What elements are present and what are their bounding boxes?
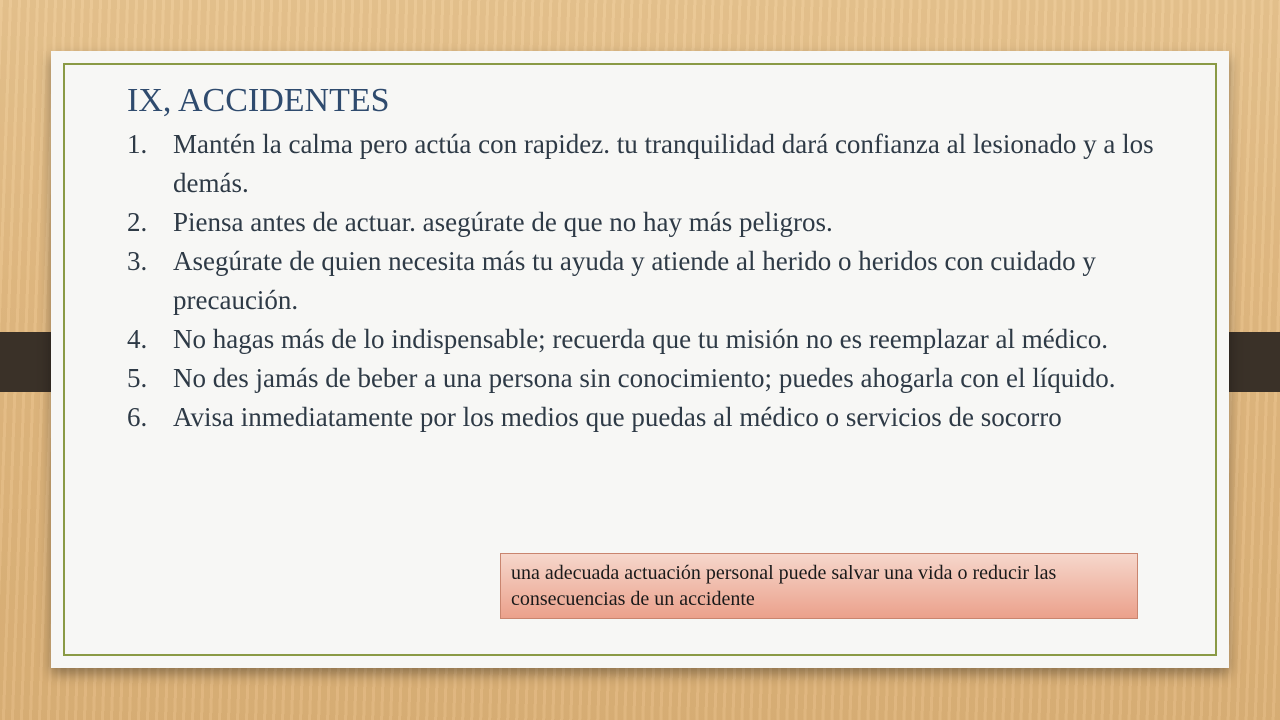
item-text: No des jamás de beber a una persona sin conocimiento; puedes ahogarla con el líquido. [173,363,1116,393]
item-number: 2. [127,207,148,237]
item-text: Asegúrate de quien necesita más tu ayuda y atiende al herido o heridos con cuidado y precaución. [173,246,1096,315]
item-text: Avisa inmediatamente por los medios que puedas al médico o servicios de socorro [173,402,1062,432]
item-text: No hagas más de lo indispensable; recuerda que tu misión no es reemplazar al médico. [173,324,1108,354]
item-number: 4. [127,324,148,354]
list-item [127,320,1167,359]
callout-note: una adecuada actuación personal puede salvar una vida o reducir las consecuencias de un accidente [500,553,1138,619]
item-number: 3. [127,246,148,276]
slide-title: IX, ACCIDENTES [127,82,390,119]
list-item [127,125,1167,203]
slide-card [51,51,1229,668]
list-item [127,359,1167,398]
item-text: Mantén la calma pero actúa con rapidez. tu tranquilidad dará confianza al lesionado y a los demás. [173,129,1154,198]
item-number: 5. [127,363,148,393]
accident-steps-list [127,125,1167,437]
item-text: Piensa antes de actuar. asegúrate de que no hay más peligros. [173,207,833,237]
item-number: 6. [127,402,148,432]
list-item [127,242,1167,320]
item-number: 1. [127,129,148,159]
list-item [127,203,1167,242]
list-item [127,398,1167,437]
